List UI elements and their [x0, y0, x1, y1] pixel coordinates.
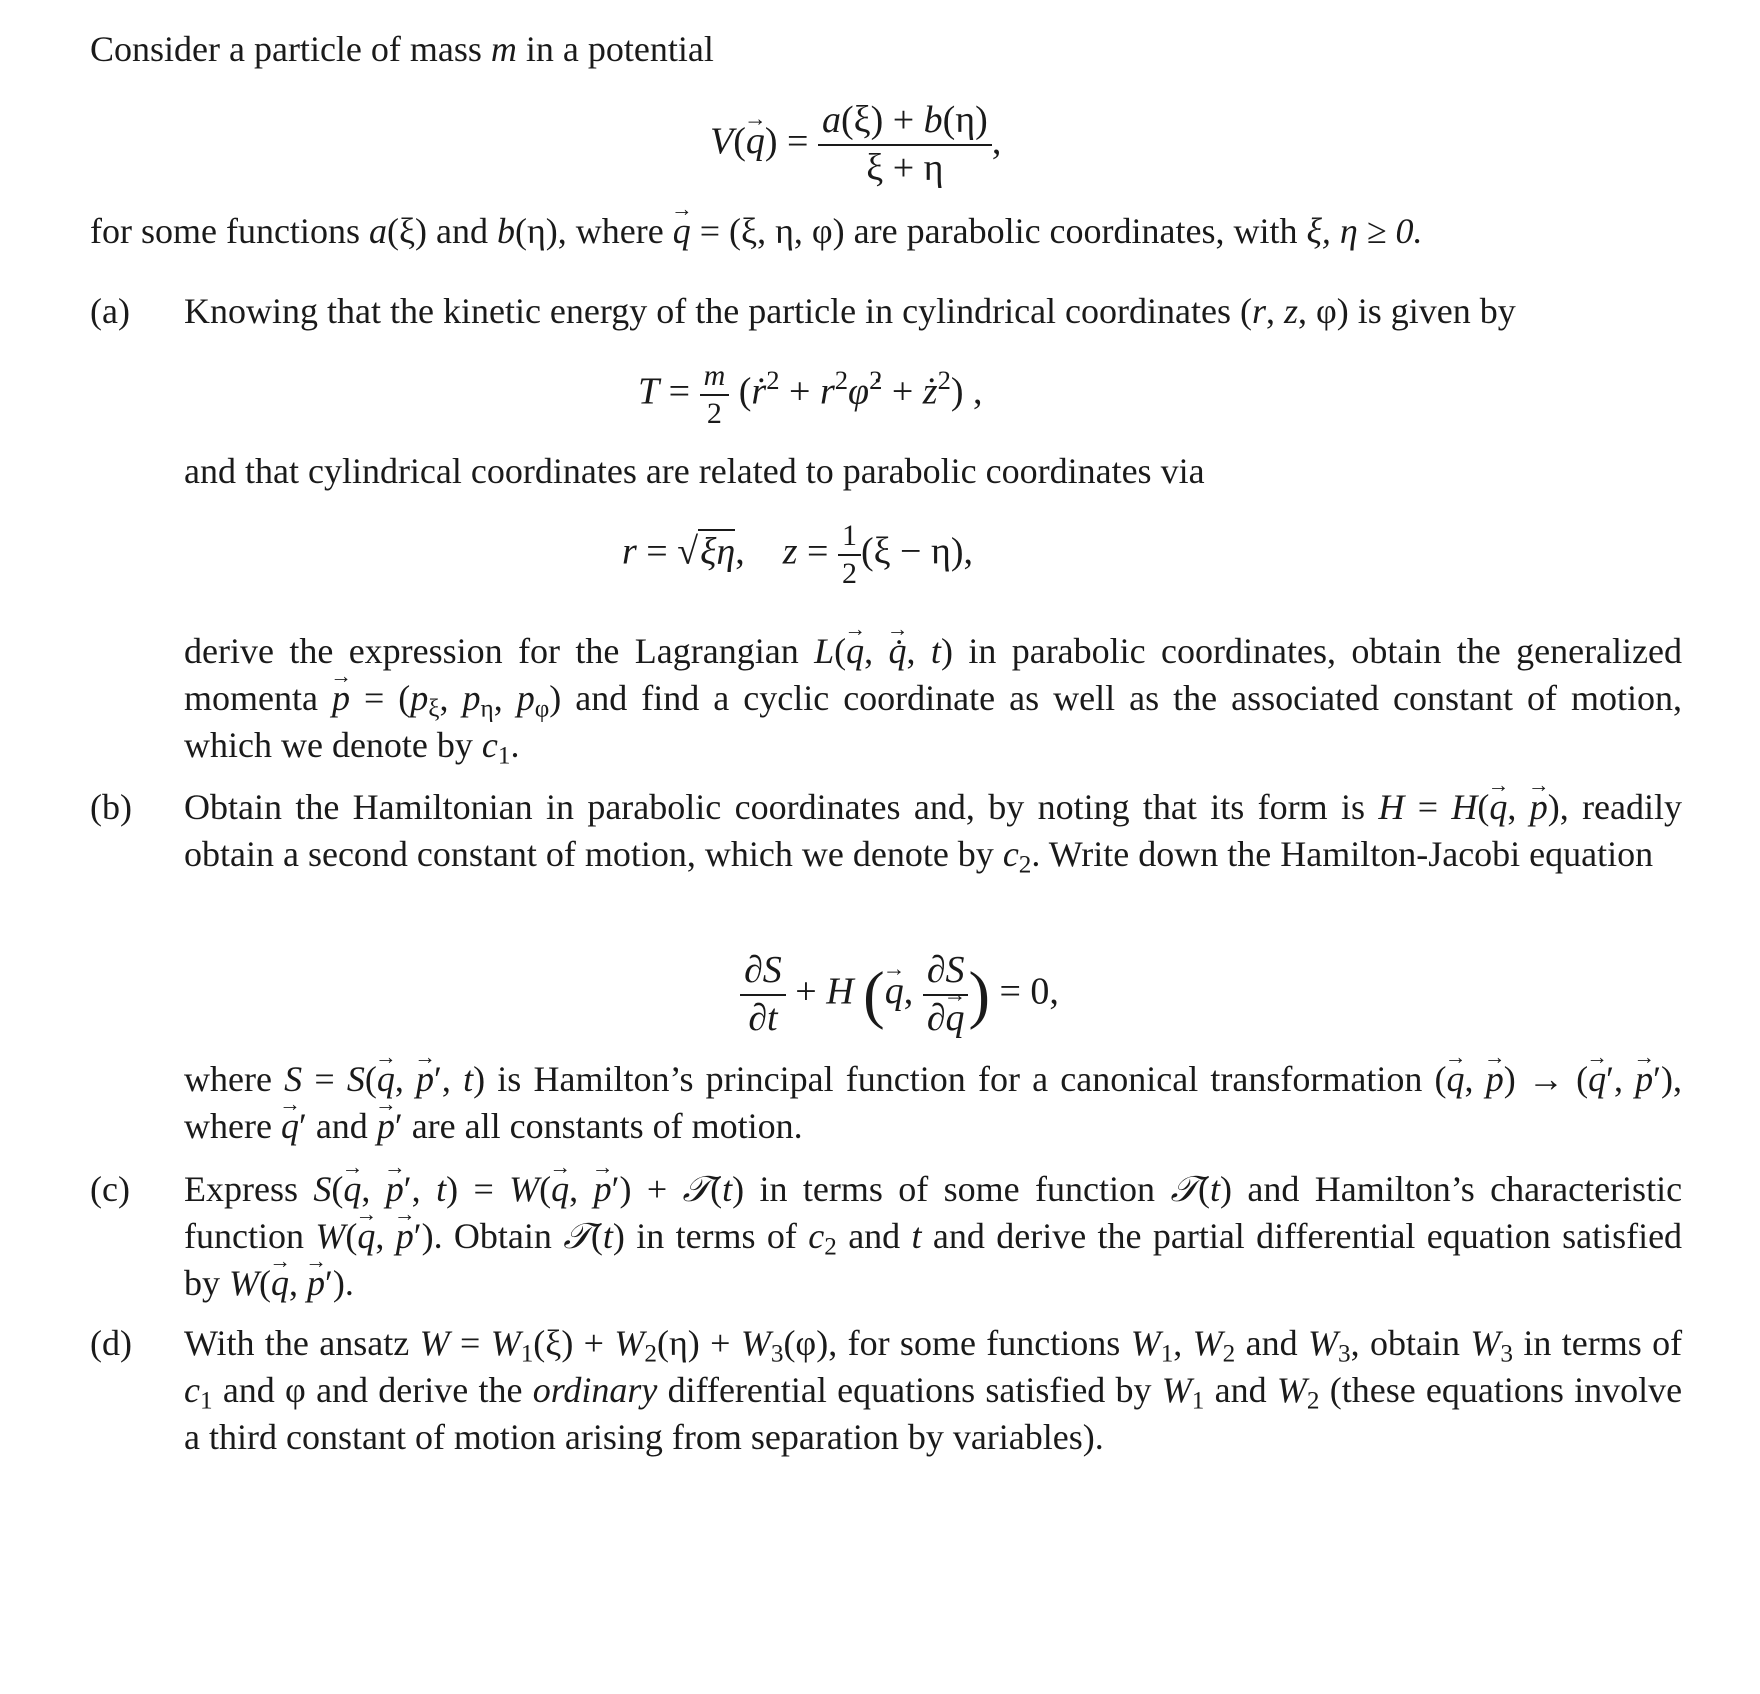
hamilton-jacobi-equation: $\frac{\partial S}{\partial t}$ + H (→ q, $\frac{\partial S}{\partial\to q}$ ) = 0,	[740, 948, 1059, 1041]
intro-text-2: in a potential	[525, 29, 714, 69]
intro-text-1: Consider a particle of mass	[90, 29, 482, 69]
potential-equation: V(→ q) = $\frac{a(\xi) + b(\eta)}{\xi + \eta}$ ,	[710, 98, 1001, 191]
part-b-label: (b)	[90, 787, 132, 827]
part-a-relation-text: and that cylindrical coordinates are related to parabolic coordinates via	[184, 451, 1205, 491]
part-c-label: (c)	[90, 1169, 130, 1209]
coordinate-relation-equation: r = √ξη, z = $\frac{1}{2}$ (ξ − η),	[622, 519, 974, 590]
intro-definition: for some functions a(ξ) and b(η), where → q = (ξ, η, φ) are parabolic coordinates, with ξ, η ≥ 0.	[90, 208, 1682, 255]
part-d-label: (d)	[90, 1323, 132, 1363]
intro-line: Consider a particle of mass m in a potential	[90, 29, 714, 69]
kinetic-energy-equation: T = $\frac{m}{2}$ (ṙ$^2$ + $r^2\varphi̇^2$ + $ż^2$) ,	[638, 359, 983, 430]
part-a-label: (a)	[90, 291, 130, 331]
